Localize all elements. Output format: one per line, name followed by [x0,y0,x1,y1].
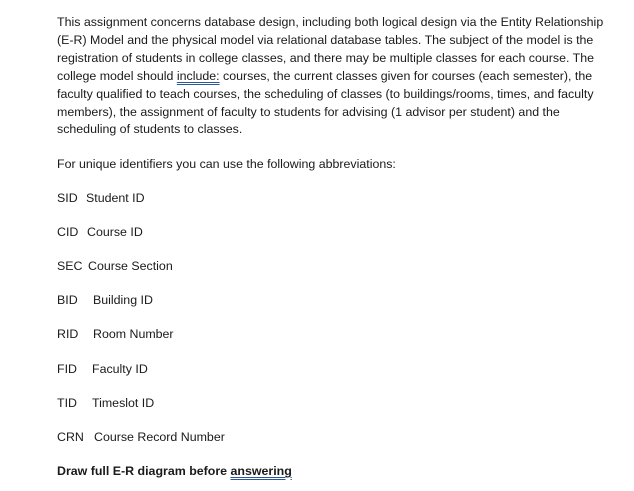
abbreviation-code: RID [57,327,79,341]
abbreviation-meaning: Student ID [86,191,145,205]
abbreviations-intro: For unique identifiers you can use the following abbreviations: [57,157,396,171]
abbreviation-meaning: Course ID [87,225,143,239]
paragraph-text-end: courses, the current classes given for courses (each semester), the faculty qualified to teach courses, the scheduling of classes (to buildings/rooms, times, and faculty members), the assignment of faculty to students for advising (1 advisor per student) and the scheduling of students to classes. [57,68,594,137]
abbreviation-item [57,224,143,241]
abbreviation-meaning: Building ID [93,293,153,307]
abbreviation-code: CID [57,225,79,239]
abbreviation-code: FID [57,362,77,376]
abbreviation-code: TID [57,396,77,410]
abbreviation-meaning: Timeslot ID [92,396,155,410]
include-word: include: [176,68,220,83]
abbreviation-meaning: Room Number [93,327,174,341]
document-body [57,14,617,478]
abbreviation-item [57,292,153,309]
abbreviation-item [57,361,148,378]
final-instruction-underlined: answering [230,464,292,478]
abbreviation-item [57,429,225,446]
abbreviation-code: BID [57,293,78,307]
abbreviation-meaning: Course Record Number [94,430,225,444]
abbreviation-meaning: Faculty ID [92,362,148,376]
abbreviation-item [57,326,174,343]
abbreviation-meaning: Course Section [88,259,173,273]
abbreviation-code: SID [57,191,78,205]
abbreviation-code: CRN [57,430,84,444]
abbreviation-item [57,190,145,207]
paragraph-text-start: This assignment concerns database design, including both logical design via the Entity Relationship (E-R) Model and the physical model via relational database tables. The subject of the model is the registration of students in college classes, and there may be multiple classes for each course. The college model should [57,15,604,83]
assignment-paragraph [57,14,617,139]
final-instruction-text: Draw full E-R diagram before [57,464,231,478]
abbreviation-item [57,395,154,412]
abbreviation-item [57,258,173,275]
abbreviation-code: SEC [57,259,83,273]
final-instruction [57,463,292,480]
